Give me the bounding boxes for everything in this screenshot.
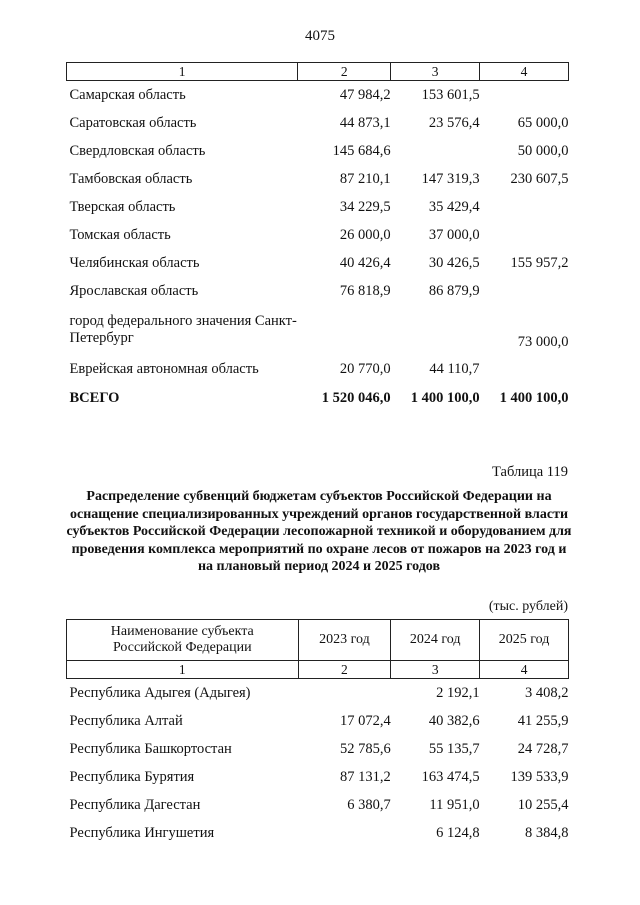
value-2024: 2 192,1 xyxy=(436,684,480,701)
column-header-2025: 2025 год xyxy=(480,620,569,661)
region-name: Республика Бурятия xyxy=(69,768,195,785)
table-row xyxy=(67,735,569,763)
column-header-2023: 2023 год xyxy=(298,620,391,661)
region-name: Тверская область xyxy=(69,198,176,215)
column-number: 2 xyxy=(298,661,391,679)
value-col3: 147 319,3 xyxy=(421,170,480,187)
table-title: Распределение субвенций бюджетам субъектов Российской Федерации на оснащение специализированных учреждений органов государственной власти субъектов Российской Федерации лесопожарной техникой и оборудованием для проведения комплекса мероприятий по охране лесов от пожаров на 2023 год и на плановый период 2024 и 2025 годов xyxy=(66,489,572,574)
value-2023 xyxy=(298,679,391,708)
region-name: Республика Башкортостан xyxy=(69,740,232,757)
total-row xyxy=(67,383,569,413)
region-name: Еврейская автономная область xyxy=(69,360,259,377)
column-header-subject: Наименование субъекта Российской Федерации xyxy=(67,620,299,661)
value-col2: 40 426,4 xyxy=(339,254,391,271)
value-col4: 65 000,0 xyxy=(517,114,569,131)
value-col4: 73 000,0 xyxy=(517,334,569,350)
region-name: Томская область xyxy=(69,226,171,243)
value-col3: 23 576,4 xyxy=(428,114,480,131)
table-row xyxy=(67,221,569,249)
value-2024: 55 135,7 xyxy=(428,740,480,757)
table-row xyxy=(67,277,569,305)
value-2024: 11 951,0 xyxy=(429,796,480,813)
table-row xyxy=(67,109,569,137)
value-2025: 3 408,2 xyxy=(525,684,569,701)
value-col3: 30 426,5 xyxy=(428,254,480,271)
column-number-row xyxy=(67,661,569,679)
region-name: Республика Дагестан xyxy=(69,796,201,813)
value-col2: 47 984,2 xyxy=(339,86,391,103)
value-2025: 139 533,9 xyxy=(510,768,569,785)
table-row xyxy=(67,707,569,735)
table-row xyxy=(67,305,569,355)
region-name: Республика Адыгея (Адыгея) xyxy=(69,684,251,701)
region-name: Самарская область xyxy=(69,86,186,103)
value-col2: 34 229,5 xyxy=(339,198,391,215)
value-2025: 8 384,8 xyxy=(525,824,569,841)
value-col2 xyxy=(298,305,391,355)
page-number: 4075 xyxy=(305,28,335,44)
value-col4 xyxy=(480,193,569,221)
table-row xyxy=(67,193,569,221)
value-col3: 35 429,4 xyxy=(428,198,480,215)
value-col4: 155 957,2 xyxy=(510,254,569,271)
column-number: 3 xyxy=(391,661,480,679)
value-col3 xyxy=(391,305,480,355)
column-number: 4 xyxy=(480,661,569,679)
value-col3: 44 110,7 xyxy=(429,360,480,377)
value-col4 xyxy=(480,277,569,305)
units-label: (тыс. рублей) xyxy=(488,599,568,614)
value-2025: 24 728,7 xyxy=(517,740,569,757)
region-name: Свердловская область xyxy=(69,142,206,159)
value-2023: 52 785,6 xyxy=(340,740,391,757)
table-row xyxy=(67,165,569,193)
value-col4 xyxy=(480,81,569,110)
value-col3: 153 601,5 xyxy=(421,86,480,103)
table-row xyxy=(67,355,569,383)
value-col2: 44 873,1 xyxy=(339,114,391,131)
table-row xyxy=(67,679,569,708)
value-col2: 87 210,1 xyxy=(339,170,391,187)
value-col2: 145 684,6 xyxy=(332,142,391,159)
region-name: Республика Алтай xyxy=(69,712,183,729)
value-2025: 10 255,4 xyxy=(517,796,569,813)
region-name: город федерального значения Санкт-Петербург xyxy=(69,313,297,346)
value-col4: 230 607,5 xyxy=(510,170,569,187)
column-number: 4 xyxy=(480,63,569,81)
value-col4 xyxy=(480,355,569,383)
table-number-label: Таблица 119 xyxy=(492,464,568,480)
value-2023: 17 072,4 xyxy=(340,712,391,729)
table-row xyxy=(67,763,569,791)
value-col3 xyxy=(391,137,480,165)
region-name: Челябинская область xyxy=(69,254,200,271)
region-name: Тамбовская область xyxy=(69,170,193,187)
table-row xyxy=(67,81,569,110)
total-label: ВСЕГО xyxy=(69,389,120,406)
value-2023: 87 131,2 xyxy=(340,768,391,785)
column-header-row xyxy=(67,620,569,661)
value-col4: 50 000,0 xyxy=(517,142,569,159)
value-2023: 6 380,7 xyxy=(347,796,391,813)
table-row xyxy=(67,819,569,847)
table-row xyxy=(67,791,569,819)
region-name: Ярославская область xyxy=(69,282,199,299)
value-col2: 76 818,9 xyxy=(339,282,391,299)
value-col3: 86 879,9 xyxy=(428,282,480,299)
table-row xyxy=(67,137,569,165)
value-2023 xyxy=(298,819,391,847)
value-2024: 40 382,6 xyxy=(428,712,480,729)
value-2024: 163 474,5 xyxy=(421,768,480,785)
value-col3: 37 000,0 xyxy=(428,226,480,243)
value-2025: 41 255,9 xyxy=(517,712,569,729)
column-number-row xyxy=(67,63,569,81)
continued-table xyxy=(66,62,569,413)
column-number: 2 xyxy=(298,63,391,81)
value-col2: 26 000,0 xyxy=(339,226,391,243)
table-row xyxy=(67,249,569,277)
column-header-2024: 2024 год xyxy=(391,620,480,661)
total-col2: 1 520 046,0 xyxy=(321,389,391,406)
region-name: Саратовская область xyxy=(69,114,197,131)
value-col2: 20 770,0 xyxy=(339,360,391,377)
column-number: 1 xyxy=(67,661,299,679)
value-2024: 6 124,8 xyxy=(436,824,480,841)
total-col4: 1 400 100,0 xyxy=(499,389,569,406)
total-col3: 1 400 100,0 xyxy=(410,389,480,406)
value-col4 xyxy=(480,221,569,249)
subvention-table xyxy=(66,619,569,847)
column-number: 3 xyxy=(391,63,480,81)
column-number: 1 xyxy=(67,63,298,81)
region-name: Республика Ингушетия xyxy=(69,824,215,841)
